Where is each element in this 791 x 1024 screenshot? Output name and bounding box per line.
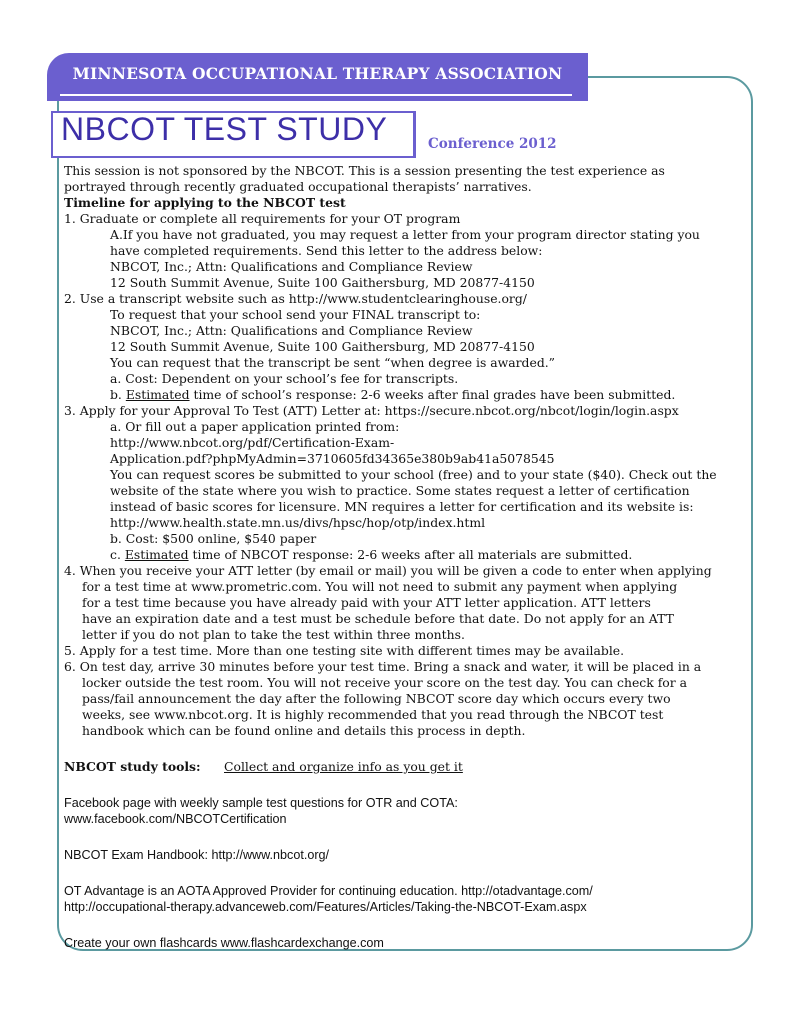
item-4-line5: letter if you do not plan to take the test within three months.	[82, 627, 465, 642]
item-2-b-estimated: Estimated	[125, 387, 190, 402]
item-3-a6: instead of basic scores for licensure. MN requires a letter for certification and its website is:	[110, 499, 694, 514]
page-title: NBCOT TEST STUDY	[61, 111, 388, 147]
flashcards-line: Create your own flashcards www.flashcardexchange.com	[64, 936, 384, 950]
item-6-line5: handbook which can be found online and details this process in depth.	[82, 723, 526, 738]
item-3-a3: Application.pdf?phpMyAdmin=3710605fd34365e380b9ab41a5078545	[110, 451, 555, 466]
item-2-a: a. Cost: Dependent on your school’s fee for transcripts.	[110, 371, 459, 386]
intro-line-2: portrayed through recently graduated occupational therapists’ narratives.	[64, 179, 532, 194]
item-2-line3: 12 South Summit Avenue, Suite 100 Gaithersburg, MD 20877-4150	[110, 339, 535, 354]
item-2-b-rest: time of school’s response: 2-6 weeks after final grades have been submitted.	[189, 387, 676, 402]
item-1-a-line1: A.If you have not graduated, you may request a letter from your program director stating you	[110, 227, 700, 242]
item-2-b-prefix: b.	[110, 387, 126, 402]
conference-label: Conference 2012	[428, 136, 557, 152]
item-2-b	[64, 387, 724, 403]
item-3-c-prefix: c.	[110, 547, 125, 562]
item-6-line1: 6. On test day, arrive 30 minutes before your test time. Bring a snack and water, it will be placed in a	[64, 659, 702, 674]
facebook-line2: www.facebook.com/NBCOTCertification	[64, 812, 287, 826]
study-tools-row	[64, 759, 724, 775]
otadvantage-line1: OT Advantage is an AOTA Approved Provider for continuing education. http://otadvantage.com/	[64, 884, 593, 898]
item-3-c-estimated: Estimated	[124, 547, 189, 562]
item-4-line3: for a test time because you have already paid with your ATT letter application. ATT letters	[82, 595, 651, 610]
item-2: 2. Use a transcript website such as http://www.studentclearinghouse.org/	[64, 291, 527, 306]
study-tools-note: Collect and organize info as you get it	[224, 759, 463, 774]
item-6-line2: locker outside the test room. You will not receive your score on the test day. You can check for a	[82, 675, 687, 690]
org-name: MINNESOTA OCCUPATIONAL THERAPY ASSOCIATION	[72, 64, 563, 83]
item-3: 3. Apply for your Approval To Test (ATT) Letter at: https://secure.nbcot.org/nbcot/login/login.aspx	[64, 403, 679, 418]
item-5: 5. Apply for a test time. More than one testing site with different times may be available.	[64, 643, 625, 658]
item-2-line2: NBCOT, Inc.; Attn: Qualifications and Compliance Review	[110, 323, 473, 338]
item-3-c	[64, 547, 724, 563]
item-3-b: b. Cost: $500 online, $540 paper	[110, 531, 317, 546]
item-3-a4: You can request scores be submitted to your school (free) and to your state ($40). Check out the	[110, 467, 717, 482]
item-4-line2: for a test time at www.prometric.com. You will not need to submit any payment when applying	[82, 579, 678, 594]
intro-line-1: This session is not sponsored by the NBCOT. This is a session presenting the test experience as	[64, 163, 665, 178]
timeline-heading: Timeline for applying to the NBCOT test	[64, 195, 346, 210]
item-6-line3: pass/fail announcement the day after the following NBCOT score day which occurs every two	[82, 691, 671, 706]
document-body	[64, 163, 724, 951]
item-3-a7: http://www.health.state.mn.us/divs/hpsc/hop/otp/index.html	[110, 515, 486, 530]
item-1: 1. Graduate or complete all requirements for your OT program	[64, 211, 461, 226]
item-1-a-line3: NBCOT, Inc.; Attn: Qualifications and Compliance Review	[110, 259, 473, 274]
item-3-a2: http://www.nbcot.org/pdf/Certification-Exam-	[110, 435, 395, 450]
handbook-line: NBCOT Exam Handbook: http://www.nbcot.org/	[64, 848, 330, 862]
otadvantage-line2: http://occupational-therapy.advanceweb.com/Features/Articles/Taking-the-NBCOT-Exam.aspx	[64, 900, 587, 914]
item-6-line4: weeks, see www.nbcot.org. It is highly recommended that you read through the NBCOT test	[82, 707, 664, 722]
item-4-line4: have an expiration date and a test must be schedule before that date. Do not apply for an ATT	[82, 611, 674, 626]
item-1-a-line4: 12 South Summit Avenue, Suite 100 Gaithersburg, MD 20877-4150	[110, 275, 535, 290]
study-tools-label: NBCOT study tools:	[64, 759, 201, 774]
item-1-a-line2: have completed requirements. Send this letter to the address below:	[110, 243, 543, 258]
item-3-a5: website of the state where you wish to practice. Some states request a letter of certification	[110, 483, 690, 498]
item-4-line1: 4. When you receive your ATT letter (by email or mail) you will be given a code to enter when applying	[64, 563, 712, 578]
item-3-c-rest: time of NBCOT response: 2-6 weeks after all materials are submitted.	[188, 547, 633, 562]
item-2-line4: You can request that the transcript be sent “when degree is awarded.”	[110, 355, 556, 370]
item-2-line1: To request that your school send your FINAL transcript to:	[110, 307, 481, 322]
banner-rule	[60, 94, 572, 96]
facebook-line1: Facebook page with weekly sample test questions for OTR and COTA:	[64, 796, 458, 810]
item-3-a1: a. Or fill out a paper application printed from:	[110, 419, 400, 434]
